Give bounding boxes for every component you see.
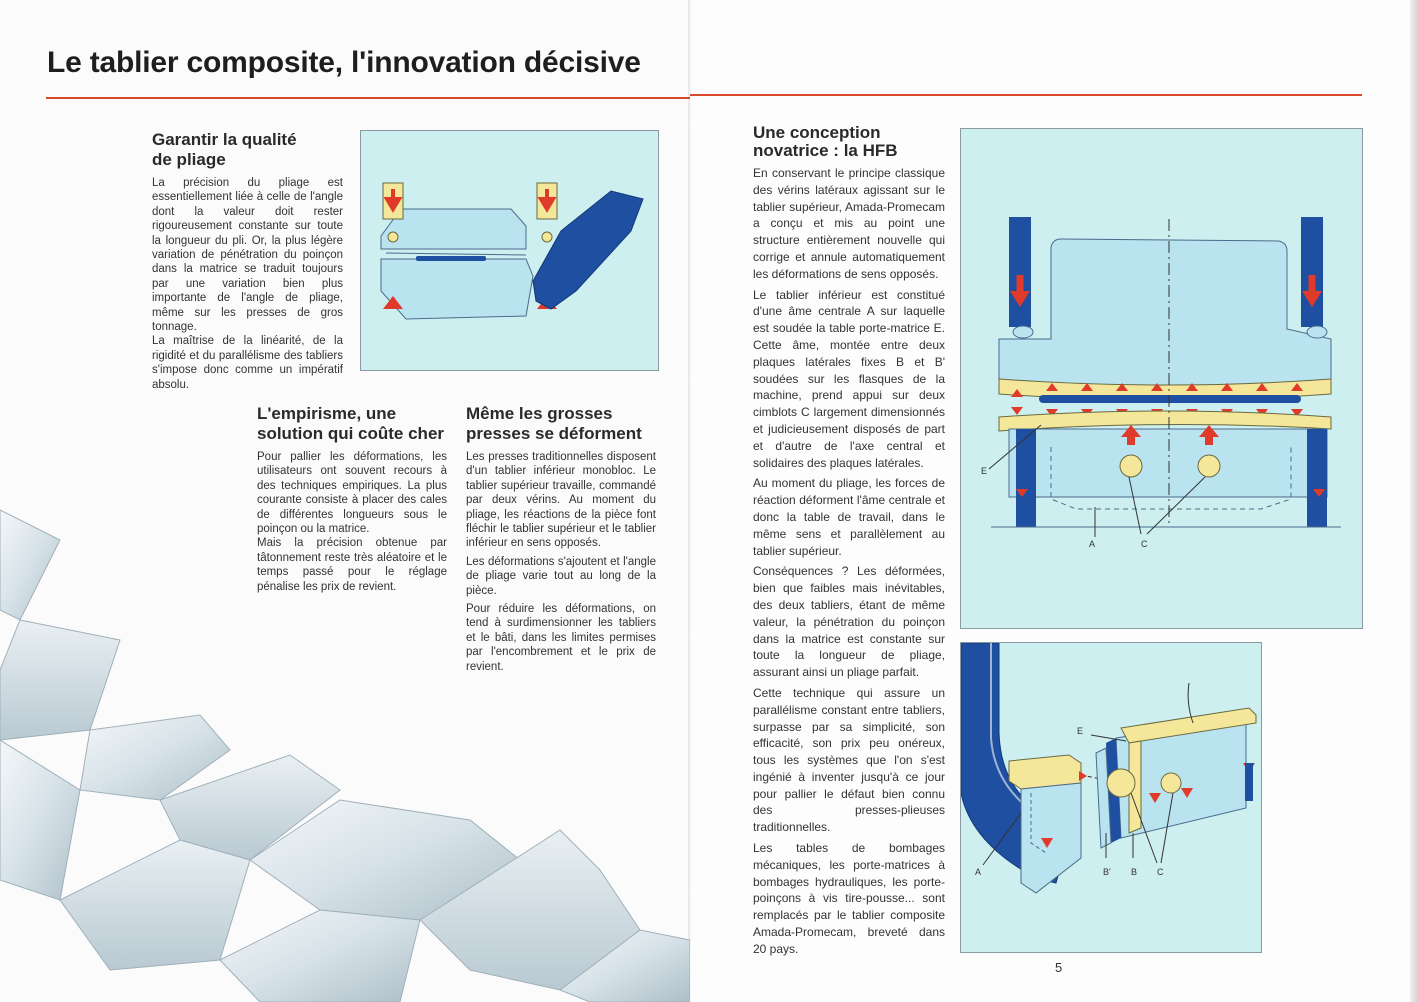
paragraph: Au moment du pliage, les forces de réaction déforment l'âme centrale et donc la table de travail, dans le même sens et parallèlement au tablier supérieur.: [753, 476, 945, 558]
paragraph: En conservant le principe classique des vérins latéraux agissant sur le tablier supérieur, Amada-Promecam a conçu et mis au point une structure entièrement nouvelle qui corrige et annule automatiquement les déformations de sens opposés.: [753, 166, 945, 281]
page-edge-shadow: [1410, 0, 1417, 1002]
diagram-hfb-detail: [960, 642, 1262, 953]
section-empiricism-heading: [257, 404, 447, 444]
title-rule-left: [46, 97, 690, 99]
paragraph: Cette technique qui assure un parallélisme constant entre tabliers, surpasse par sa simplicité, son efficacité, son prix peu onéreux, tous les systèmes que l'on s'est ingénié à inventer jusqu'à ce jour pour pallier le défaut bien connu des presses-plieuses traditionnelles.: [753, 685, 945, 835]
page-title: Le tablier composite, l'innovation décisive: [47, 46, 641, 79]
paragraph: Conséquences ? Les déformées, bien que faibles mais inévitables, des deux tabliers, étant de même valeur, la pénétration du poinçon dans la matrice est constante sur toute la longueur de pliage, assurant ainsi un pliage parfait.: [753, 564, 945, 680]
section-hfb-heading: [753, 124, 945, 160]
label-e: E: [1077, 726, 1084, 736]
heading-line: Une conception: [753, 123, 881, 142]
label-c: C: [1141, 539, 1148, 549]
label-b: B: [1131, 867, 1138, 877]
heading-line: de pliage: [152, 150, 226, 169]
paragraph: Pour pallier les déformations, les utilisateurs ont souvent recours à des techniques empiriques. La plus courante consiste à placer des cales de différentes longueurs sous le poinçon ou la matrice.: [257, 451, 447, 536]
title-rule-right: [690, 94, 1362, 96]
section-hfb: [753, 124, 945, 962]
heading-line: solution qui coûte cher: [257, 424, 445, 443]
paragraph: Mais la précision obtenue par tâtonnement reste très aléatoire et le temps passé pour le réglage pénalise les prix de revient.: [257, 537, 447, 593]
bent-profiles-photo: [0, 500, 690, 1002]
diagram-deformation: [360, 130, 659, 371]
heading-line: presses se déforment: [466, 424, 642, 443]
press-deformation-illustration: [361, 131, 658, 370]
paragraph: La maîtrise de la linéarité, de la rigidité et du parallélisme des tabliers s'impose donc comme un impératif absolu.: [152, 335, 343, 391]
hfb-front-illustration: [961, 129, 1362, 628]
heading-line: novatrice : la HFB: [753, 141, 898, 160]
label-a: A: [1089, 539, 1096, 549]
paragraph: Les presses traditionnelles disposent d'un tablier inférieur monobloc. Le tablier supérieur travaille, commandé par deux vérins. Au moment du pliage, les réactions de la pièce font fléchir le tablier supérieur et le tablier inférieur en sens opposés.: [466, 451, 656, 550]
section-quality: [152, 130, 343, 396]
paragraph: La précision du pliage est essentiellement liée à celle de l'angle dont la valeur doit rester rigoureusement constante sur toute la longueur du pli. Or, la plus légère variation de pénétration du poinçon dans la matrice se traduit toujours par une variation bien plus importante de l'angle de pliage, même sur les presses de gros tonnage.: [152, 177, 343, 334]
paragraph: Les déformations s'ajoutent et l'angle de pliage varie tout au long de la pièce.: [466, 555, 656, 597]
page-number: 5: [1055, 960, 1063, 975]
diagram-hfb-front: [960, 128, 1363, 629]
hfb-detail-illustration: [961, 643, 1261, 952]
paragraph: Pour réduire les déformations, on tend à surdimensionner les tabliers et le bâti, dans les limites permises par l'encombrement et le prix de revient.: [466, 603, 656, 673]
label-b-prime: B': [1103, 867, 1111, 877]
label-c: C: [1157, 867, 1164, 877]
heading-line: Même les grosses: [466, 404, 613, 423]
label-e: E: [981, 466, 988, 476]
paragraph: Les tables de bombages mécaniques, les porte-matrices à bombages hydrauliques, les porte-poinçons à vis tire-pousse... sont remplacés par le tablier composite Amada-Promecam, breveté dans 20 pays.: [753, 841, 945, 956]
heading-line: Garantir la qualité: [152, 130, 297, 149]
paragraph: Le tablier inférieur est constitué d'une âme centrale A sur laquelle est soudée la table porte-matrice E. Cette âme, montée entre deux plaques latérales fixes B et B' soudées sur les flasques de la machine, prend appui sur deux cimblots C largement dimensionnés et judicieusement disposés de part et d'autre de l'axe central et solidaires des plaques latérales.: [753, 287, 945, 470]
heading-line: L'empirisme, une: [257, 404, 397, 423]
section-quality-heading: [152, 130, 343, 170]
section-presses-heading: [466, 404, 656, 444]
label-a: A: [975, 867, 982, 877]
